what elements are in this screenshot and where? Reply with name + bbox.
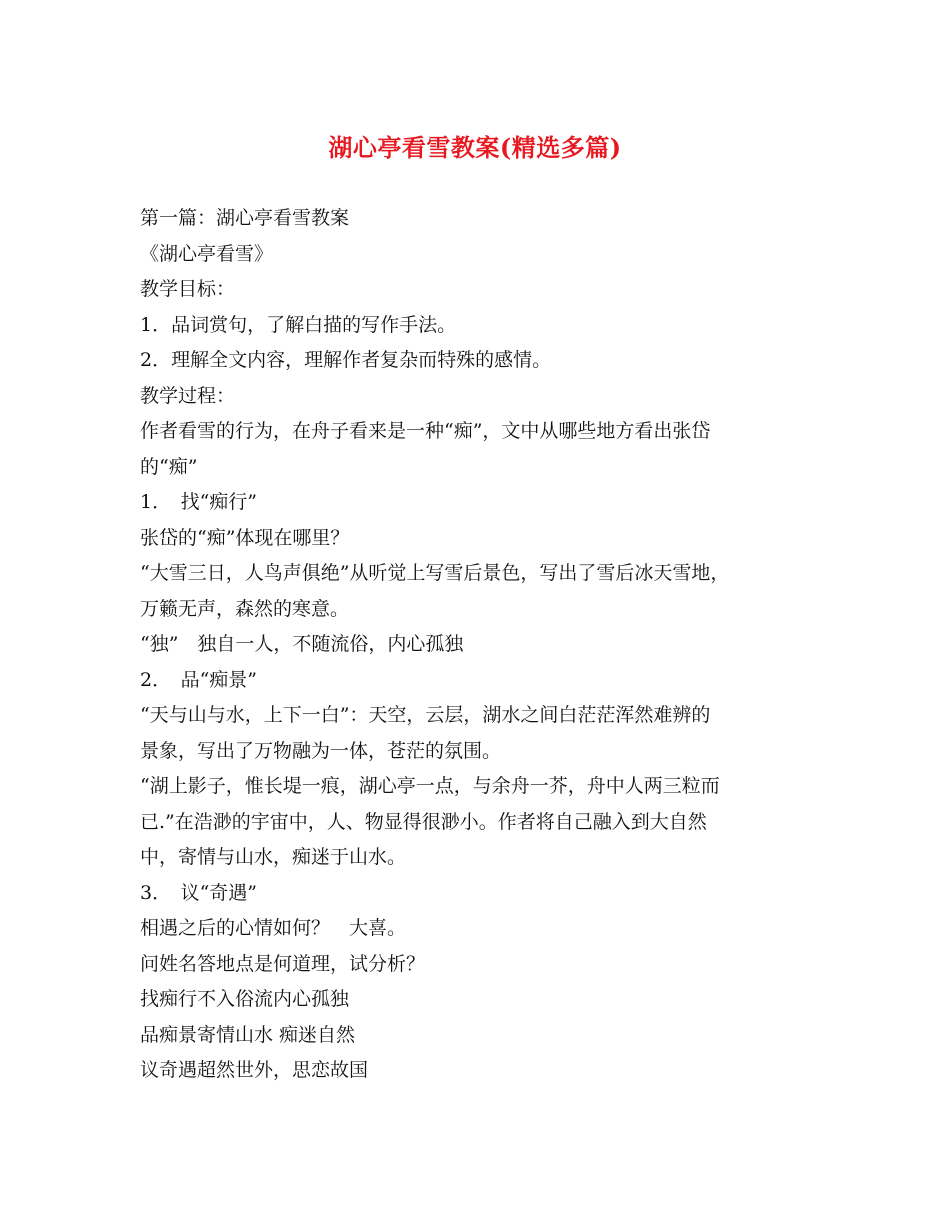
- body-line: 3． 议“奇遇”: [140, 881, 258, 904]
- body-line: 景象，写出了万物融为一体，苍茫的氛围。: [140, 739, 502, 762]
- body-line: 万籁无声，森然的寒意。: [140, 597, 350, 620]
- body-line: 《湖心亭看雪》: [140, 242, 274, 265]
- body-line: 的“痴”: [140, 455, 198, 478]
- body-line: 教学目标：: [140, 278, 236, 300]
- body-line: 中，寄情与山水，痴迷于山水。: [140, 846, 407, 868]
- body-line: 已.”在浩渺的宇宙中，人、物显得很渺小。作者将自己融入到大自然: [140, 810, 707, 833]
- body-line: 品痴景寄情山水 痴迷自然: [140, 1023, 356, 1046]
- body-line: “大雪三日，人鸟声俱绝”从听觉上写雪后景色，写出了雪后冰天雪地，: [140, 562, 730, 584]
- body-line: 问姓名答地点是何道理，试分析？: [140, 952, 426, 975]
- document-body: [140, 201, 840, 1089]
- document-title: 湖心亭看雪教案(精选多篇): [328, 133, 622, 162]
- body-line: “湖上影子，惟长堤一痕，湖心亭一点，与余舟一芥，舟中人两三粒而: [140, 775, 720, 797]
- body-line: 作者看雪的行为，在舟子看来是一种“痴”，文中从哪些地方看出张岱: [140, 420, 711, 442]
- body-line: 1．品词赏句，了解白描的写作手法。: [140, 313, 457, 336]
- body-line: 议奇遇超然世外，思恋故国: [140, 1059, 369, 1081]
- body-line: 2． 品“痴景”: [140, 668, 258, 691]
- body-line: 教学过程：: [140, 384, 236, 407]
- body-line: 2．理解全文内容，理解作者复杂而特殊的感情。: [140, 349, 552, 371]
- body-line: 相遇之后的心情如何？ 大喜。: [140, 917, 407, 939]
- body-line: 找痴行不入俗流内心孤独: [140, 988, 350, 1010]
- body-line: “独” 独自一人，不随流俗，内心孤独: [140, 633, 464, 655]
- body-line: “天与山与水，上下一白”：天空，云层，湖水之间白茫茫浑然难辨的: [140, 704, 711, 726]
- body-line: 1． 找“痴行”: [140, 491, 258, 513]
- body-line: 第一篇：湖心亭看雪教案: [140, 207, 350, 229]
- body-line: 张岱的“痴”体现在哪里？: [140, 526, 350, 549]
